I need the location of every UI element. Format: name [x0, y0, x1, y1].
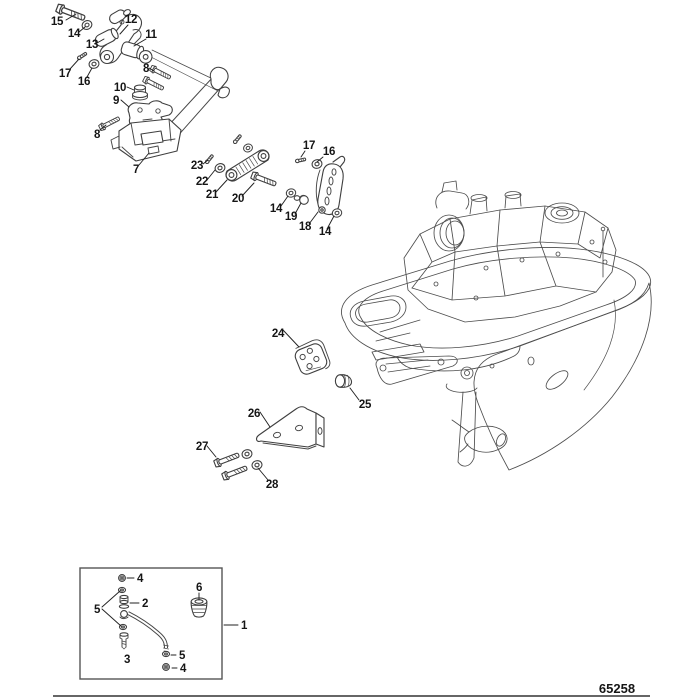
callout-24: 24 [271, 328, 285, 340]
callout-17-lower: 17 [302, 140, 316, 152]
part-3-bolt [120, 633, 128, 649]
callout-6: 6 [195, 582, 203, 594]
part-23-pin [205, 154, 214, 164]
part-22-washer [214, 162, 226, 174]
drawing-number: 65258 [598, 681, 636, 696]
callout-28: 28 [265, 479, 279, 491]
callout-19: 19 [284, 211, 298, 223]
callout-22: 22 [195, 176, 209, 188]
footer [53, 681, 650, 696]
part-25-plug [335, 374, 351, 387]
callout-27: 27 [195, 441, 209, 453]
callout-4-bottom: 4 [179, 663, 187, 675]
callout-8-upper: 8 [142, 63, 150, 75]
callout-7: 7 [132, 164, 140, 176]
callout-16-lower: 16 [322, 146, 336, 158]
callout-26: 26 [247, 408, 261, 420]
washer-above-link [242, 143, 253, 153]
part-27-bolt-a [213, 451, 240, 468]
outboard-motor-reference-drawing [341, 181, 651, 470]
callout-17-upper: 17 [58, 68, 72, 80]
callout-9: 9 [112, 95, 120, 107]
callout-18: 18 [298, 221, 312, 233]
callout-5-left: 5 [93, 604, 101, 616]
callout-14-lower: 14 [318, 226, 332, 238]
callout-15: 15 [50, 16, 64, 28]
callout-3: 3 [123, 654, 131, 666]
part-4-nut-top [119, 575, 126, 582]
callout-14-mid: 14 [269, 203, 283, 215]
callout-leader-lines [66, 14, 359, 668]
shift-rod [120, 611, 169, 652]
part-10-bushing [133, 85, 148, 100]
callout-13: 13 [85, 39, 99, 51]
part-20-bolt [250, 171, 277, 188]
callout-16-upper: 16 [77, 76, 91, 88]
part-4-nut-end [163, 664, 170, 671]
callout-1: 1 [240, 620, 248, 632]
callout-12: 12 [124, 14, 138, 26]
callout-14-upper: 14 [67, 28, 81, 40]
callout-5-right: 5 [178, 650, 186, 662]
callout-8-lower: 8 [93, 129, 101, 141]
callout-23: 23 [190, 160, 204, 172]
part-8-bolt-a [149, 65, 172, 81]
callout-21: 21 [205, 189, 219, 201]
callout-20: 20 [231, 193, 245, 205]
callout-4-top: 4 [136, 573, 144, 585]
part-28-washer-a [241, 449, 253, 460]
callout-11: 11 [145, 29, 157, 41]
callout-25: 25 [358, 399, 372, 411]
part-28-washer-b [251, 460, 263, 471]
part-16-washer-lower [311, 159, 323, 170]
part-16-washer-upper [88, 59, 100, 70]
part-27-bolt-b [221, 464, 248, 481]
part-5-washer-end [163, 651, 170, 656]
callout-2: 2 [141, 598, 149, 610]
callout-10: 10 [113, 82, 127, 94]
part-24-mount-block [292, 337, 332, 377]
part-26-angle-bracket [257, 407, 324, 449]
part-2-nut [119, 595, 128, 608]
part-17-screw-lower [295, 158, 306, 163]
pin-above-link [233, 134, 242, 144]
part-6-plug [191, 598, 207, 617]
